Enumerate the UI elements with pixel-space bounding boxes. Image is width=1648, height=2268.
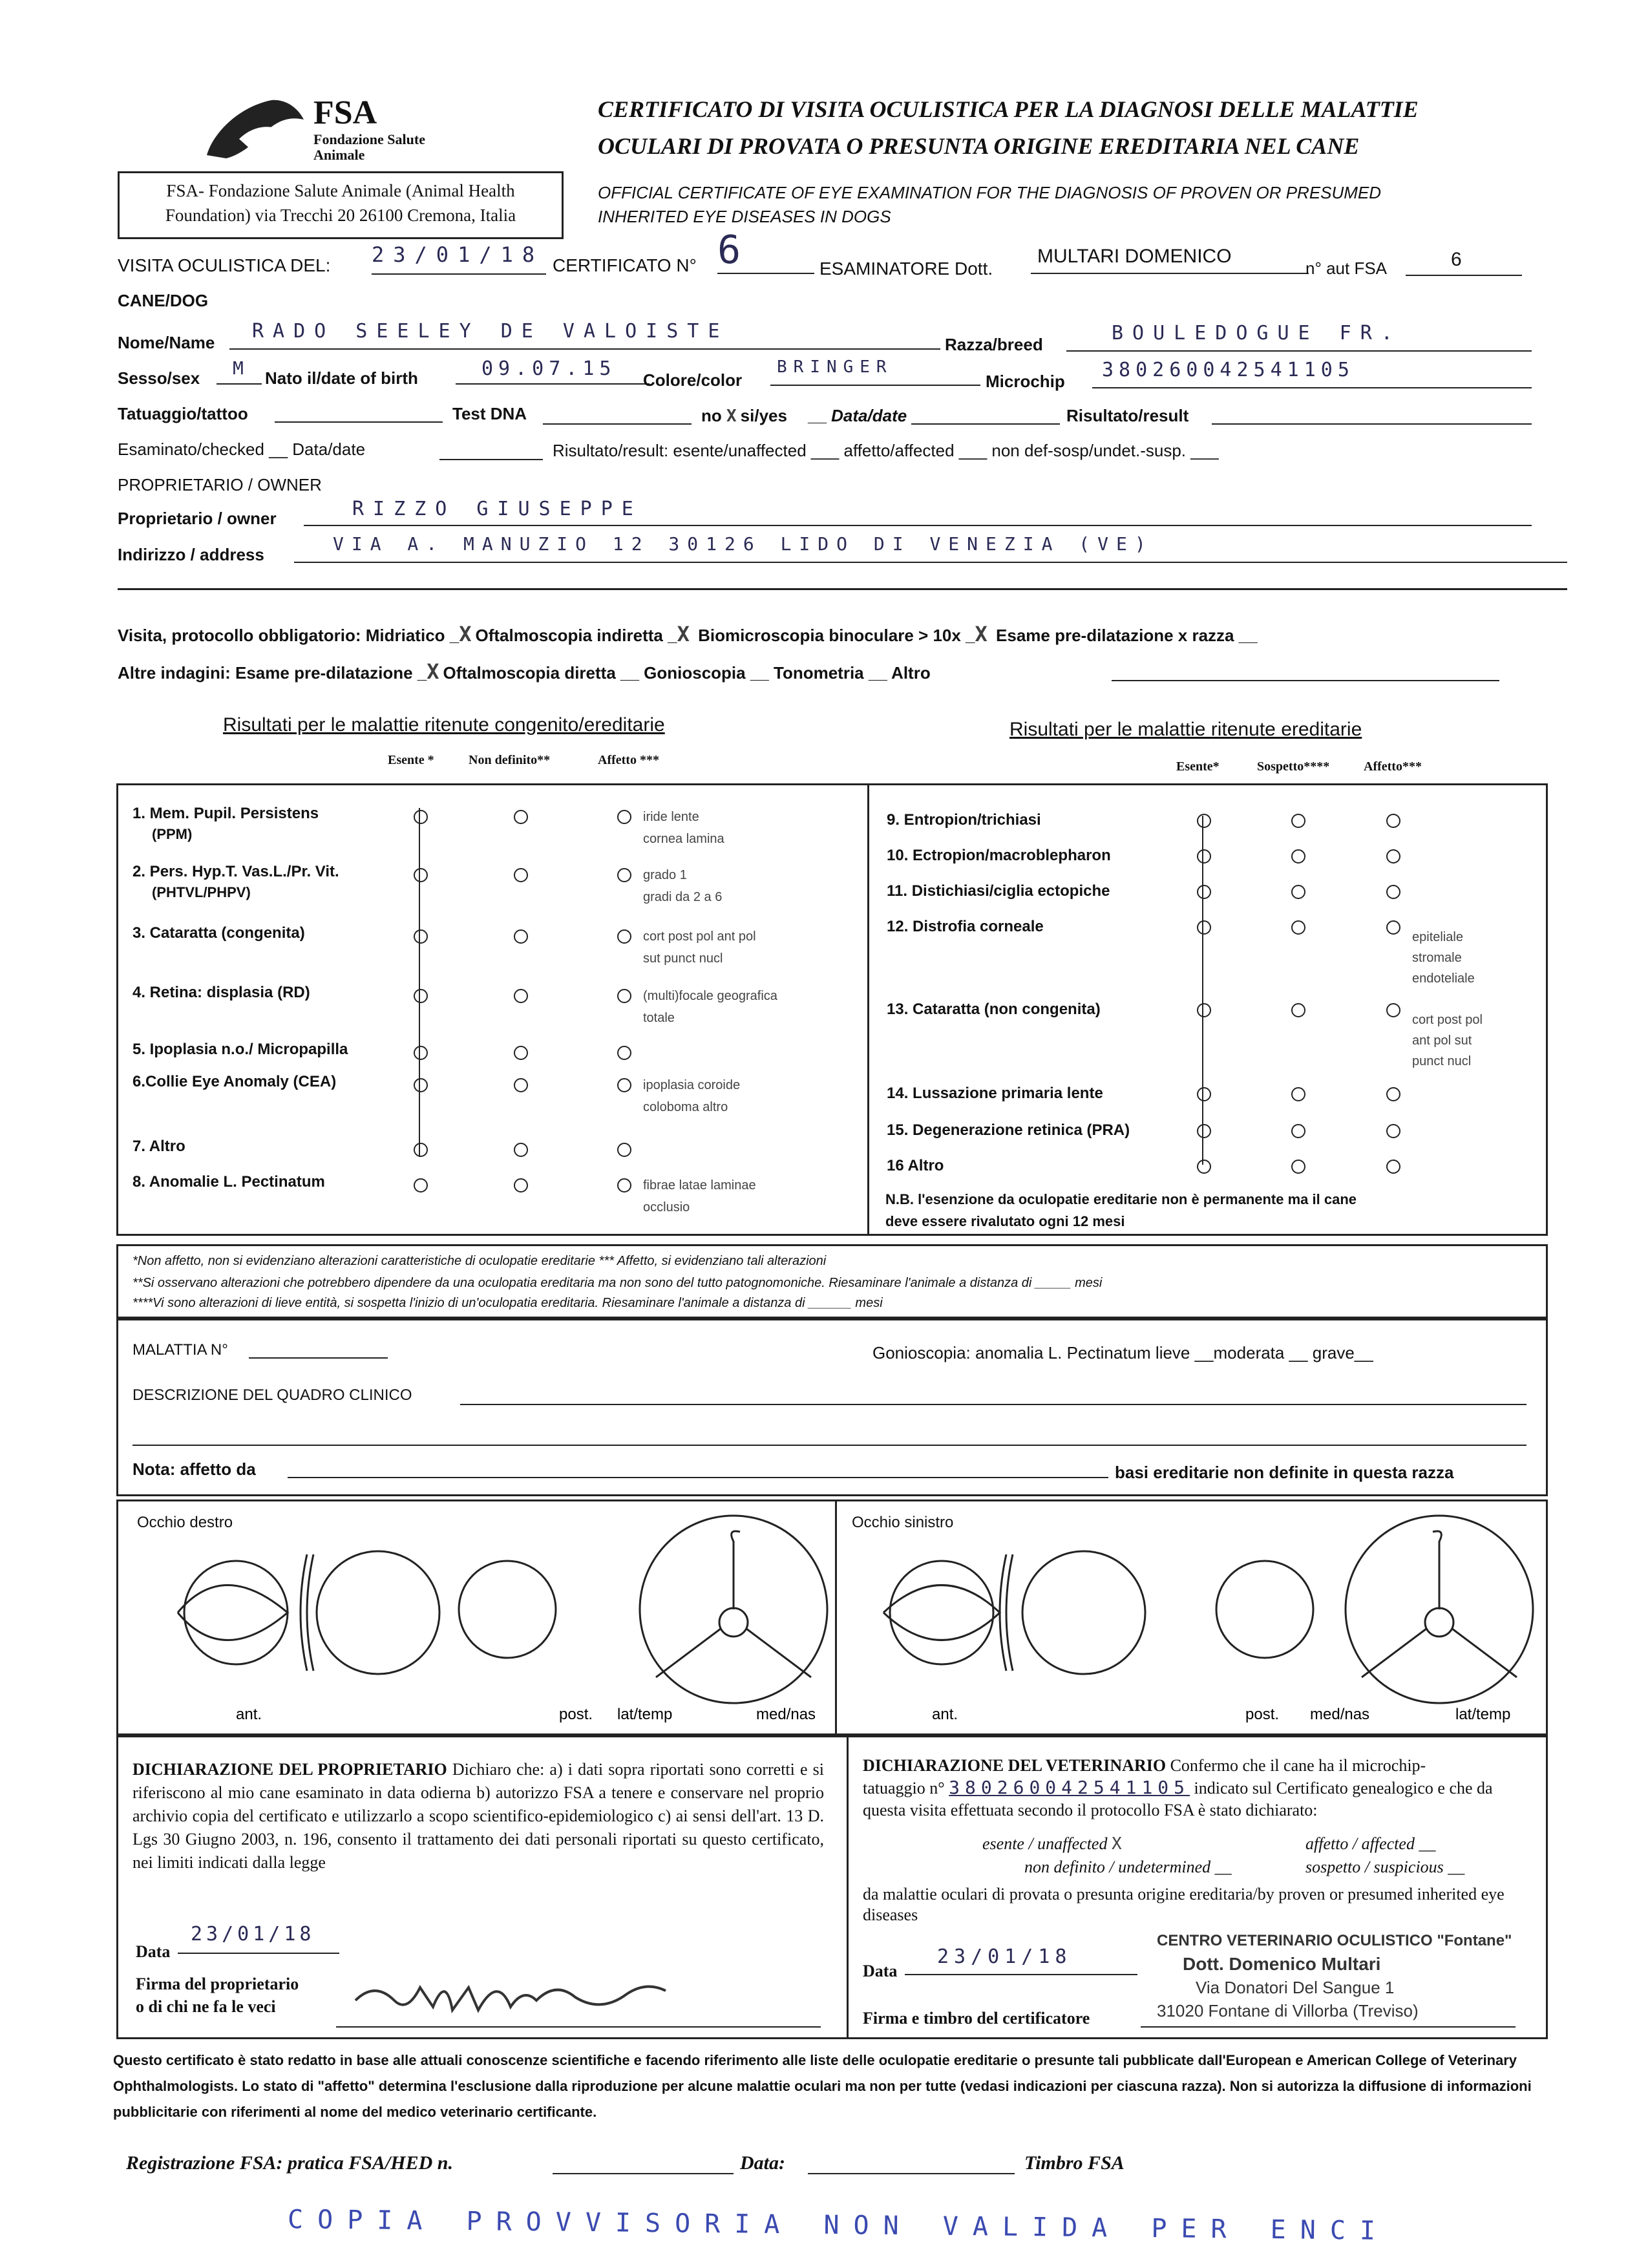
sospetto-radio[interactable] (1291, 1124, 1305, 1138)
label-nota: Nota: affetto da (132, 1459, 256, 1479)
altro-field[interactable] (1112, 680, 1499, 681)
owner-decl-firma-1: Firma del proprietario (136, 1975, 299, 1993)
eye-right-title: Occhio destro (137, 1514, 233, 1531)
nota-field[interactable] (288, 1477, 1108, 1478)
affetto-radio[interactable] (1386, 1124, 1400, 1138)
left-lat-label: lat/temp (1455, 1706, 1511, 1723)
right-row-details: epiteliale stromale endoteliale (1412, 930, 1475, 986)
right-row-label: 15. Degenerazione retinica (PRA) (887, 1121, 1130, 1139)
title-en-1: OFFICIAL CERTIFICATE OF EYE EXAMINATION FOR THE DIAGNOSIS OF PROVEN OR PRESUMED (598, 183, 1382, 202)
esente-radio[interactable] (1197, 1160, 1211, 1174)
fsa-logo (200, 94, 472, 171)
right-row-label: 10. Ectropion/macroblepharon (887, 847, 1111, 864)
nondef-radio[interactable] (514, 810, 528, 824)
label-owner: Proprietario / owner (118, 509, 277, 528)
left-row-detail-1: cort post pol ant pol (643, 929, 756, 944)
divider (118, 588, 1567, 590)
sospetto-radio[interactable] (1291, 1003, 1305, 1017)
label-dna-result: Risultato/result (1066, 406, 1189, 425)
vet-esente: esente / unaffected X (982, 1834, 1126, 1854)
vet-stamp (1157, 1929, 1532, 2022)
owner-address: VIA A. MANUZIO 12 30126 LIDO DI VENEZIA (VE) (294, 533, 1567, 563)
checked-date-field[interactable] (439, 459, 543, 460)
col-affetto-r: Affetto*** (1364, 759, 1422, 774)
left-row-detail-2: occlusio (643, 1200, 690, 1214)
horse-dog-logo-icon (200, 94, 317, 165)
vet-sospetto: sospetto / suspicious __ (1305, 1858, 1465, 1876)
cert-number: 6 (717, 228, 814, 274)
label-malattia: MALATTIA N° (132, 1341, 228, 1359)
label-dna-noyes: no Xsi/yes (701, 406, 787, 426)
section-dog: CANE/DOG (118, 291, 209, 310)
label-result-unaffected: Risultato/result: esente/unaffected ___ affetto/affected ___ non def-sosp/undet.-susp. ___ (553, 441, 1219, 460)
esente-radio[interactable] (414, 1046, 428, 1060)
owner-signature (349, 1962, 672, 2026)
owner-declaration: DICHIARAZIONE DEL PROPRIETARIO Dichiaro che: a) i dati sopra riportati sono corretti e si riferiscono al mio cane esaminato in data odierna b) autorizzo FSA a tenere e conservare nel proprio archivio copia del certificato e utilizzarlo a scopo scientifico-epidemiologico c) ai sensi dell'art. 13 D. Lgs 30 Giugno 2003, n. 196, consento il trattamento dei dati personali riportati su questo certificato, nei limiti indicati dalla legge (132, 1760, 825, 1872)
nb-line-2: deve essere rivalutato ogni 12 mesi (885, 1213, 1125, 1229)
affetto-radio[interactable] (617, 1078, 631, 1092)
left-med-label: med/nas (1310, 1706, 1370, 1723)
esente-radio[interactable] (1197, 1124, 1211, 1138)
affetto-radio[interactable] (1386, 814, 1400, 828)
label-examiner: ESAMINATORE Dott. (819, 259, 993, 279)
vet-body-4: da malattie oculari di provata o presunta origine ereditaria/by proven or presumed inherited eye diseases (863, 1885, 1505, 1924)
note-1: *Non affetto, non si evidenziano alterazioni caratteristiche di oculopatie ereditarie *** Affetto, si evidenziano tali alterazioni (132, 1254, 827, 1268)
sospetto-radio[interactable] (1291, 814, 1305, 828)
note-2: **Si osservano alterazioni che potrebbero dipendere da una oculopatia ereditaria ma non sono del tutto patognomoniche. Riesaminare l'animale a distanza di _____ mesi (132, 1276, 1103, 1290)
right-eye-diagrams (120, 1503, 834, 1732)
note-3: ****Vi sono alterazioni di lieve entità, si sospetta l'inizio di un'oculopatia ereditaria. Riesaminare l'animale a distanza di ______ mesi (132, 1296, 883, 1310)
stamp-line-3: Via Donatori Del Sangue 1 (1196, 1978, 1395, 1997)
title-en-2: INHERITED EYE DISEASES IN DOGS (598, 207, 891, 226)
label-sex: Sesso/sex (118, 368, 200, 388)
vet-affetto: affetto / affected __ (1305, 1834, 1436, 1853)
label-visit-date: VISITA OCULISTICA DEL: (118, 255, 331, 275)
col-sospetto: Sospetto**** (1257, 759, 1330, 774)
left-ant-label: ant. (932, 1706, 958, 1723)
owner-decl-firma-2: o di chi ne fa le veci (136, 1997, 276, 2016)
eyes-divider (835, 1500, 837, 1735)
left-row-detail-1: ipoplasia coroide (643, 1078, 741, 1092)
right-row-details: cort post pol ant pol sut punct nucl (1412, 1013, 1483, 1068)
label-dna: Test DNA (452, 404, 527, 423)
registration-field[interactable] (553, 2173, 734, 2174)
footer-registration: Registrazione FSA: pratica FSA/HED n. (126, 2152, 453, 2174)
nondef-radio[interactable] (514, 929, 528, 944)
sospetto-radio[interactable] (1291, 885, 1305, 899)
col-esente-r: Esente* (1176, 759, 1220, 774)
right-row-label: 16 Altro (887, 1157, 944, 1174)
right-row-label: 14. Lussazione primaria lente (887, 1085, 1103, 1102)
left-row-detail-2: gradi da 2 a 6 (643, 890, 723, 904)
col-esente: Esente * (388, 753, 434, 767)
left-results-title: Risultati per le malattie ritenute congenito/ereditarie (223, 714, 665, 736)
owner-decl-date: 23/01/18 (178, 1923, 339, 1954)
left-row-label: 3. Cataratta (congenita) (132, 924, 305, 942)
affetto-radio[interactable] (1386, 1003, 1400, 1017)
title-it-1: CERTIFICATO DI VISITA OCULISTICA PER LA DIAGNOSI DELLE MALATTIE (598, 96, 1419, 122)
stamp-line-1: CENTRO VETERINARIO OCULISTICO "Fontane" (1157, 1932, 1512, 1949)
sospetto-radio[interactable] (1291, 1160, 1305, 1174)
vet-declaration: DICHIARAZIONE DEL VETERINARIO Confermo che il cane ha il microchip- tatuaggio n° 380260042541105 indicato sul Certificato genealogico e che da questa visita effettuata secondo il protocollo FSA è stato dichiarato: (863, 1756, 1493, 1819)
left-row-sub: (PPM) (152, 826, 193, 842)
dna-field[interactable] (543, 423, 692, 425)
col-affetto: Affetto *** (598, 753, 659, 767)
sospetto-radio[interactable] (1291, 920, 1305, 935)
affetto-radio[interactable] (1386, 885, 1400, 899)
label-address: Indirizzo / address (118, 545, 264, 564)
left-row-label: 2. Pers. Hyp.T. Vas.L./Pr. Vit. (132, 863, 339, 880)
affetto-radio[interactable] (1386, 920, 1400, 935)
affetto-radio[interactable] (617, 868, 631, 882)
esente-radio[interactable] (414, 1078, 428, 1092)
label-aut-fsa: n° aut FSA (1305, 259, 1388, 278)
dog-sex: M (217, 357, 262, 385)
dog-color: BRINGER (770, 357, 980, 386)
label-birth: Nato il/date of birth (265, 368, 418, 388)
sospetto-radio[interactable] (1291, 849, 1305, 864)
left-row-detail-2: cornea lamina (643, 832, 724, 846)
left-row-detail-1: (multi)focale geografica (643, 989, 777, 1003)
logo-name: FSA (313, 94, 377, 131)
left-row-label: 5. Ipoplasia n.o./ Micropapilla (132, 1041, 348, 1058)
left-row-detail-2: sut punct nucl (643, 951, 723, 966)
left-row-detail-1: grado 1 (643, 868, 687, 882)
section-owner: PROPRIETARIO / OWNER (118, 475, 322, 494)
left-row-detail-2: totale (643, 1011, 675, 1025)
vet-label-data: Data (863, 1962, 898, 1980)
results-divider (867, 783, 869, 1236)
declarations-divider (847, 1735, 849, 2039)
logo-sub1: Fondazione Salute (313, 131, 425, 147)
esente-radio[interactable] (1197, 849, 1211, 864)
left-row-label: 1. Mem. Pupil. Persistens (132, 805, 319, 822)
stamp-line-2: Dott. Domenico Multari (1183, 1954, 1381, 1974)
handwritten-note: COPIA PROVVISORIA NON VALIDA PER ENCI (287, 2205, 1390, 2246)
label-name: Nome/Name (118, 333, 215, 352)
label-chip: Microchip (986, 372, 1065, 391)
affetto-radio[interactable] (617, 1143, 631, 1157)
label-descr: DESCRIZIONE DEL QUADRO CLINICO (132, 1386, 412, 1404)
registration-date-field[interactable] (808, 2173, 1015, 2174)
results-box (116, 783, 1548, 1236)
label-cert: CERTIFICATO N° (553, 255, 697, 275)
esente-radio[interactable] (1197, 1003, 1211, 1017)
right-eye-ant-circle (184, 1561, 288, 1664)
affetto-radio[interactable] (617, 929, 631, 944)
owner-decl-label-data: Data (136, 1942, 171, 1961)
esente-radio[interactable] (1197, 814, 1211, 828)
right-med-label: med/nas (756, 1706, 816, 1723)
esente-radio[interactable] (414, 868, 428, 882)
affetto-radio[interactable] (617, 1046, 631, 1060)
aut-fsa-number: 6 (1406, 249, 1522, 276)
right-eye-side-circle (317, 1551, 439, 1674)
nondef-radio[interactable] (514, 989, 528, 1003)
left-eye-diagrams (838, 1503, 1546, 1732)
nondef-radio[interactable] (514, 1178, 528, 1192)
dog-microchip: 380260042541105 (1092, 359, 1532, 388)
nondef-radio[interactable] (514, 1078, 528, 1092)
right-results-title: Risultati per le malattie ritenute ereditarie (1009, 719, 1362, 740)
visit-date: 23/01/18 (372, 242, 546, 275)
dog-name: RADO SEELEY DE VALOISTE (229, 320, 940, 350)
nb-line-1: N.B. l'esenzione da oculopatie ereditarie non è permanente ma il cane (885, 1191, 1357, 1207)
label-tattoo: Tatuaggio/tattoo (118, 404, 248, 423)
left-row-label: 7. Altro (132, 1138, 185, 1155)
eye-left-title: Occhio sinistro (852, 1514, 954, 1531)
protocol-line-1: Visita, protocollo obbligatorio: Midriatico _XOftalmoscopia indiretta _X Biomicroscopia binoculare > 10x _X Esame pre-dilatazione x razza __ (118, 622, 1258, 646)
logo-sub2: Animale (313, 147, 365, 163)
label-color: Colore/color (643, 370, 743, 390)
descr-field-1[interactable] (460, 1404, 1527, 1405)
affetto-radio[interactable] (617, 810, 631, 824)
address-box: FSA- Fondazione Salute Animale (Animal Health Foundation) via Trecchi 20 26100 Cremona, Italia (118, 171, 564, 239)
nota-end: basi ereditarie non definite in questa razza (1115, 1463, 1454, 1482)
affetto-radio[interactable] (617, 1178, 631, 1192)
esente-radio[interactable] (414, 989, 428, 1003)
label-dna-date: __ Data/date (808, 406, 907, 425)
owner-name: RIZZO GIUSEPPE (304, 498, 1532, 526)
affetto-radio[interactable] (1386, 1160, 1400, 1174)
vet-label-firma: Firma e timbro del certificatore (863, 2009, 1090, 2028)
descr-field-2[interactable] (132, 1445, 1527, 1446)
left-row-label: 8. Anomalie L. Pectinatum (132, 1173, 325, 1191)
label-checked: Esaminato/checked __ Data/date (118, 440, 366, 459)
stamp-line-4: 31020 Fontane di Villorba (Treviso) (1157, 2001, 1419, 2020)
col-nondef: Non definito** (469, 753, 551, 767)
vet-date: 23/01/18 (905, 1945, 1137, 1975)
affetto-radio[interactable] (1386, 1087, 1400, 1101)
affetto-radio[interactable] (1386, 849, 1400, 864)
left-eye-side-circle (1022, 1551, 1145, 1674)
left-eye-ant-circle (890, 1561, 993, 1664)
left-eye-post-circle (1216, 1561, 1313, 1658)
footer-timbro: Timbro FSA (1024, 2152, 1125, 2174)
esente-radio[interactable] (414, 810, 428, 824)
footer-reg-data: Data: (740, 2152, 785, 2174)
dna-date-field[interactable] (911, 423, 1060, 425)
malattia-field[interactable] (249, 1357, 388, 1359)
sospetto-radio[interactable] (1291, 1087, 1305, 1101)
left-post-label: post. (1245, 1706, 1280, 1723)
esente-radio[interactable] (414, 929, 428, 944)
title-it-2: OCULARI DI PROVATA O PRESUNTA ORIGINE EREDITARIA NEL CANE (598, 133, 1360, 159)
dna-result-field[interactable] (1212, 423, 1532, 425)
nondef-radio[interactable] (514, 868, 528, 882)
left-eye-ant-outline (883, 1585, 1000, 1640)
vet-signature-line[interactable] (1141, 2026, 1516, 2028)
owner-signature-line[interactable] (336, 2026, 821, 2028)
esente-radio[interactable] (1197, 885, 1211, 899)
gonio-line: Gonioscopia: anomalia L. Pectinatum lieve __moderata __ grave__ (872, 1343, 1373, 1362)
label-breed: Razza/breed (945, 335, 1043, 354)
esente-radio[interactable] (1197, 920, 1211, 935)
dog-breed: BOULEDOGUE FR. (1066, 322, 1532, 352)
nondef-radio[interactable] (514, 1143, 528, 1157)
esente-radio[interactable] (1197, 1087, 1211, 1101)
tattoo-field[interactable] (275, 421, 443, 423)
left-row-label: 6.Collie Eye Anomaly (CEA) (132, 1073, 337, 1090)
right-row-label: 13. Cataratta (non congenita) (887, 1001, 1101, 1018)
right-post-label: post. (559, 1706, 593, 1723)
dog-birth: 09.07.15 (456, 357, 650, 385)
protocol-line-2: Altre indagini: Esame pre-dilatazione _XOftalmoscopia diretta __ Gonioscopia __ Tonometria __ Altro (118, 659, 931, 684)
esente-radio[interactable] (414, 1178, 428, 1192)
left-row-detail-1: iride lente (643, 810, 699, 824)
esente-handwritten-line (419, 808, 420, 1157)
vet-nondef: non definito / undetermined __ (1024, 1858, 1232, 1876)
right-row-label: 9. Entropion/trichiasi (887, 811, 1041, 829)
left-row-sub: (PHTVL/PHPV) (152, 884, 251, 900)
nondef-radio[interactable] (514, 1046, 528, 1060)
examiner-name: MULTARI DOMENICO (1031, 246, 1309, 274)
esente-radio[interactable] (414, 1143, 428, 1157)
right-eye-post-circle (459, 1561, 556, 1658)
affetto-radio[interactable] (617, 989, 631, 1003)
left-row-label: 4. Retina: displasia (RD) (132, 984, 310, 1001)
right-row-label: 12. Distrofia corneale (887, 918, 1044, 935)
left-row-detail-2: coloboma altro (643, 1100, 728, 1114)
right-ant-label: ant. (236, 1706, 262, 1723)
right-lat-label: lat/temp (617, 1706, 673, 1723)
right-eye-ant-outline (178, 1585, 288, 1640)
right-esente-handwritten-line (1202, 816, 1203, 1165)
left-row-detail-1: fibrae latae laminae (643, 1178, 756, 1192)
footer-disclaimer: Questo certificato è stato redatto in base alle attuali conoscenze scientifiche e facendo riferimento alle liste delle oculopatie ereditarie o presunte tali pubblicate dall'European e American College of Veterinary Ophthalmologists. Lo stato di "affetto" determina l'esclusione dalla riproduzione per alcune malattie oculari ma non per tutte (vedasi indicazioni per ciascuna razza). Non si autorizza la diffusione di informazioni pubblicitarie con riferimenti al nome del medico veterinario certificante. (113, 2052, 1532, 2120)
right-row-label: 11. Distichiasi/ciglia ectopiche (887, 882, 1110, 900)
